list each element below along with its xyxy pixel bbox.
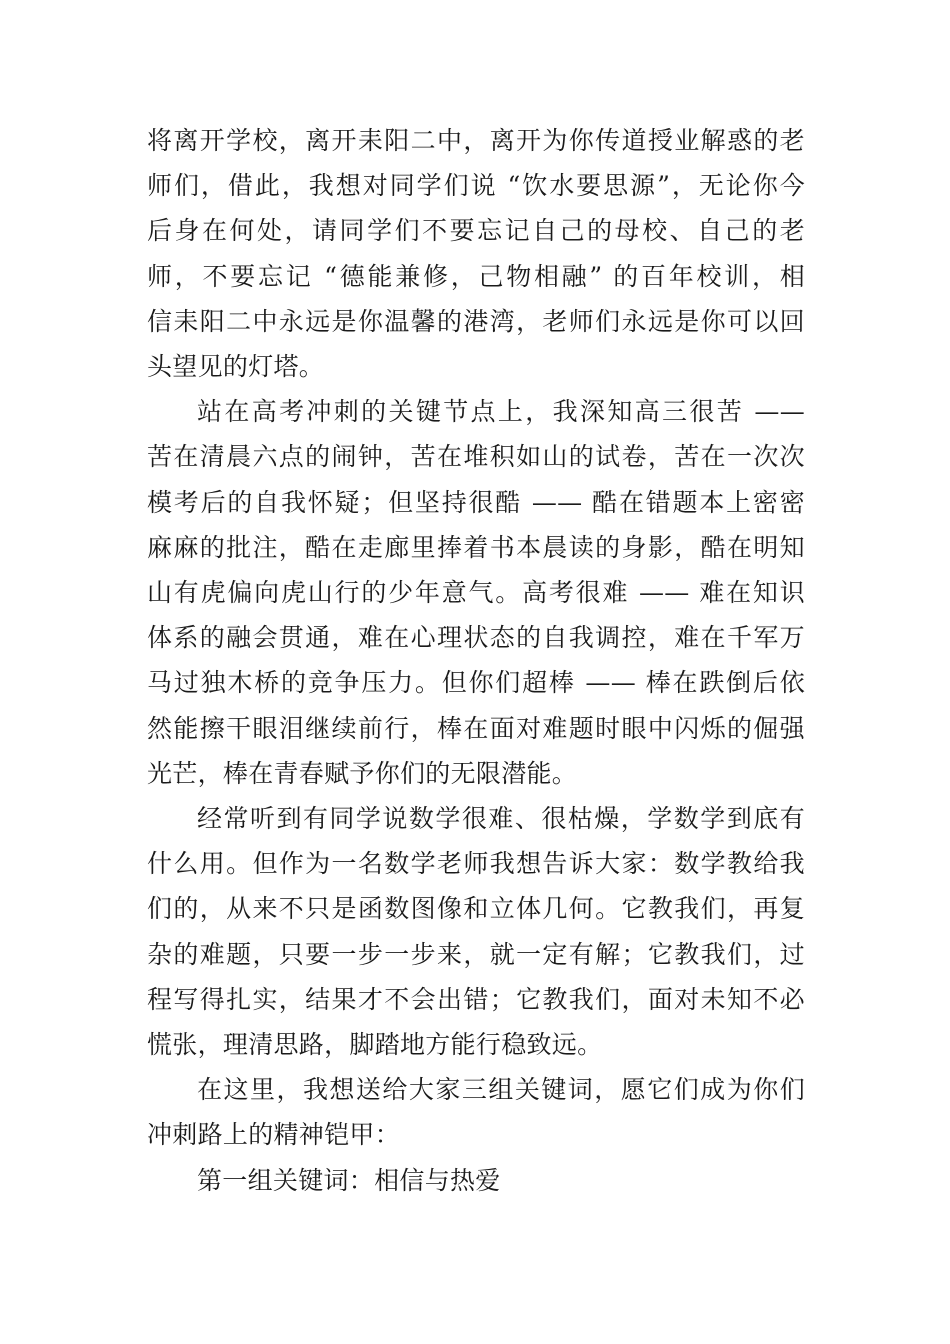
text-line: 山有虎偏向虎山行的少年意气。高考很难 —— 难在知识: [147, 578, 805, 608]
text-line: 麻麻的批注，酷在走廊里捧着书本晨读的身影，酷在明知: [147, 532, 805, 562]
text-line: 将离开学校，离开耒阳二中，离开为你传道授业解惑的老: [147, 126, 805, 155]
text-line: 杂的难题，只要一步一步来，就一定有解；它教我们，过: [147, 939, 805, 969]
text-line: 们的，从来不只是函数图像和立体几何。它教我们，再复: [147, 894, 805, 924]
text-line: 什么用。但作为一名数学老师我想告诉大家：数学教给我: [147, 849, 805, 879]
paragraph-gaokao-sprint: [147, 389, 805, 796]
text-line: 光芒，棒在青春赋予你们的无限潜能。: [147, 758, 578, 788]
text-line: 体系的融会贯通，难在心理状态的自我调控，难在千军万: [147, 623, 805, 653]
text-line: 在这里，我想送给大家三组关键词，愿它们成为你们: [197, 1075, 805, 1105]
text-line: 苦在清晨六点的闹钟，苦在堆积如山的试卷，苦在一次次: [147, 442, 805, 472]
text-line: 师，不要忘记 “德能兼修，己物相融” 的百年校训，相: [147, 261, 805, 291]
paragraph-keyword-group-one: [147, 1158, 805, 1203]
text-line: 程写得扎实，结果才不会出错；它教我们，面对未知不必: [147, 984, 805, 1014]
text-line: 师们，借此，我想对同学们说 “饮水要思源”，无论你今: [147, 171, 805, 201]
paragraph-math-lessons: [147, 796, 805, 1067]
text-line: 后身在何处，请同学们不要忘记自己的母校、自己的老: [147, 216, 805, 246]
paragraph-keywords-intro: [147, 1067, 805, 1157]
text-line: 然能擦干眼泪继续前行，棒在面对难题时眼中闪烁的倔强: [147, 713, 805, 743]
text-line: 第一组关键词：相信与热爱: [197, 1165, 501, 1195]
text-line: 冲刺路上的精神铠甲：: [147, 1120, 401, 1150]
text-line: 马过独木桥的竞争压力。但你们超棒 —— 棒在跌倒后依: [147, 668, 805, 698]
text-line: 站在高考冲刺的关键节点上，我深知高三很苦 ——: [197, 397, 805, 427]
paragraph-school-gratitude: [147, 118, 805, 389]
text-line: 慌张，理清思路，脚踏地方能行稳致远。: [147, 1030, 603, 1060]
document-body: [147, 118, 805, 1203]
text-line: 信耒阳二中永远是你温馨的港湾，老师们永远是你可以回: [147, 306, 805, 336]
text-line: 头望见的灯塔。: [147, 352, 325, 382]
text-line: 经常听到有同学说数学很难、很枯燥，学数学到底有: [197, 804, 805, 834]
text-line: 模考后的自我怀疑；但坚持很酷 —— 酷在错题本上密密: [147, 487, 805, 517]
